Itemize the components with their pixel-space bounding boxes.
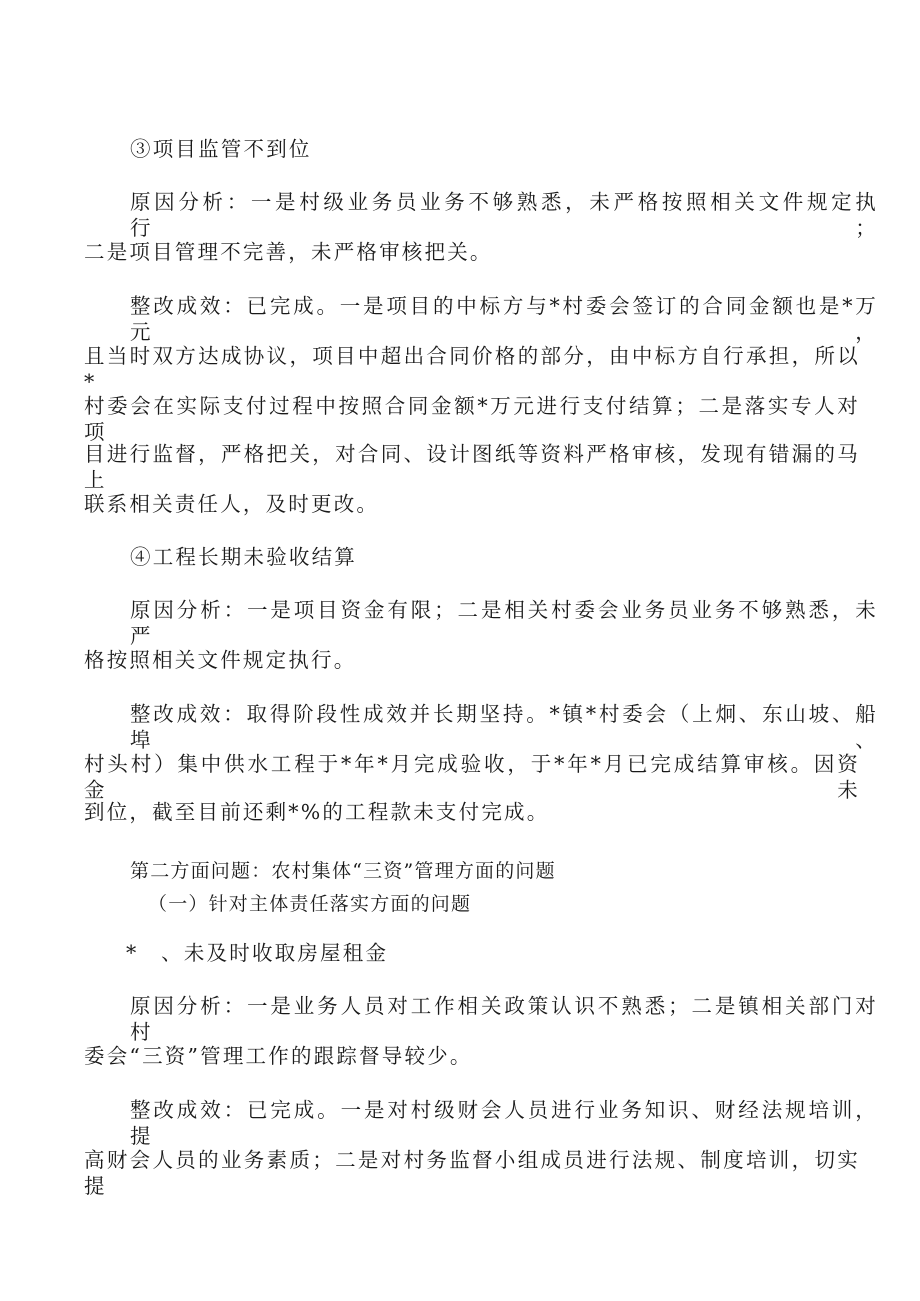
part-two-heading: 第二方面问题：农村集体“三资”管理方面的问题: [130, 860, 556, 882]
paragraph-line: 到位，截至目前还剩*%的工程款未支付完成。: [84, 800, 550, 824]
section-heading-3: ③项目监管不到位: [130, 137, 312, 161]
paragraph-line: 目进行监督，严格把关，对合同、设计图纸等资料严格审核，发现有错漏的马上: [84, 442, 860, 492]
paragraph-line: 二是项目管理不完善，未严格审核把关。: [84, 240, 493, 264]
paragraph-line: 村委会在实际支付过程中按照合同金额*万元进行支付结算；二是落实专人对项: [84, 394, 860, 444]
paragraph-line: 原因分析：一是项目资金有限；二是相关村委会业务员业务不够熟悉，未严: [130, 598, 878, 648]
paragraph-line: 原因分析：一是业务人员对工作相关政策认识不熟悉；二是镇相关部门对村: [130, 994, 878, 1044]
paragraph-line: 委会“三资”管理工作的跟踪督导较少。: [84, 1044, 473, 1068]
paragraph-line: 整改成效：已完成。一是对村级财会人员进行业务知识、财经法规培训，提: [130, 1098, 878, 1148]
paragraph-line: 联系相关责任人，及时更改。: [84, 492, 380, 516]
paragraph-line: 格按照相关文件规定执行。: [84, 648, 357, 672]
paragraph-line: 原因分析：一是村级业务员业务不够熟悉，未严格按照相关文件规定执行；: [130, 190, 878, 240]
subsection-heading: （一）针对主体责任落实方面的问题: [148, 893, 472, 915]
paragraph-line: 整改成效：已完成。一是项目的中标方与*村委会签订的合同金额也是*万元，: [130, 294, 878, 344]
item-heading: * 、未及时收取房屋租金: [126, 941, 389, 965]
paragraph-line: 整改成效：取得阶段性成效并长期坚持。*镇*村委会（上炯、东山坡、船埠、: [130, 702, 878, 752]
section-heading-4: ④工程长期未验收结算: [130, 545, 357, 569]
paragraph-line: 高财会人员的业务素质；二是对村务监督小组成员进行法规、制度培训，切实提: [84, 1148, 860, 1198]
paragraph-line: 且当时双方达成协议，项目中超出合同价格的部分，由中标方自行承担，所以*: [84, 344, 860, 394]
paragraph-line: 村头村）集中供水工程于*年*月完成验收，于*年*月已完成结算审核。因资金未: [84, 752, 860, 802]
